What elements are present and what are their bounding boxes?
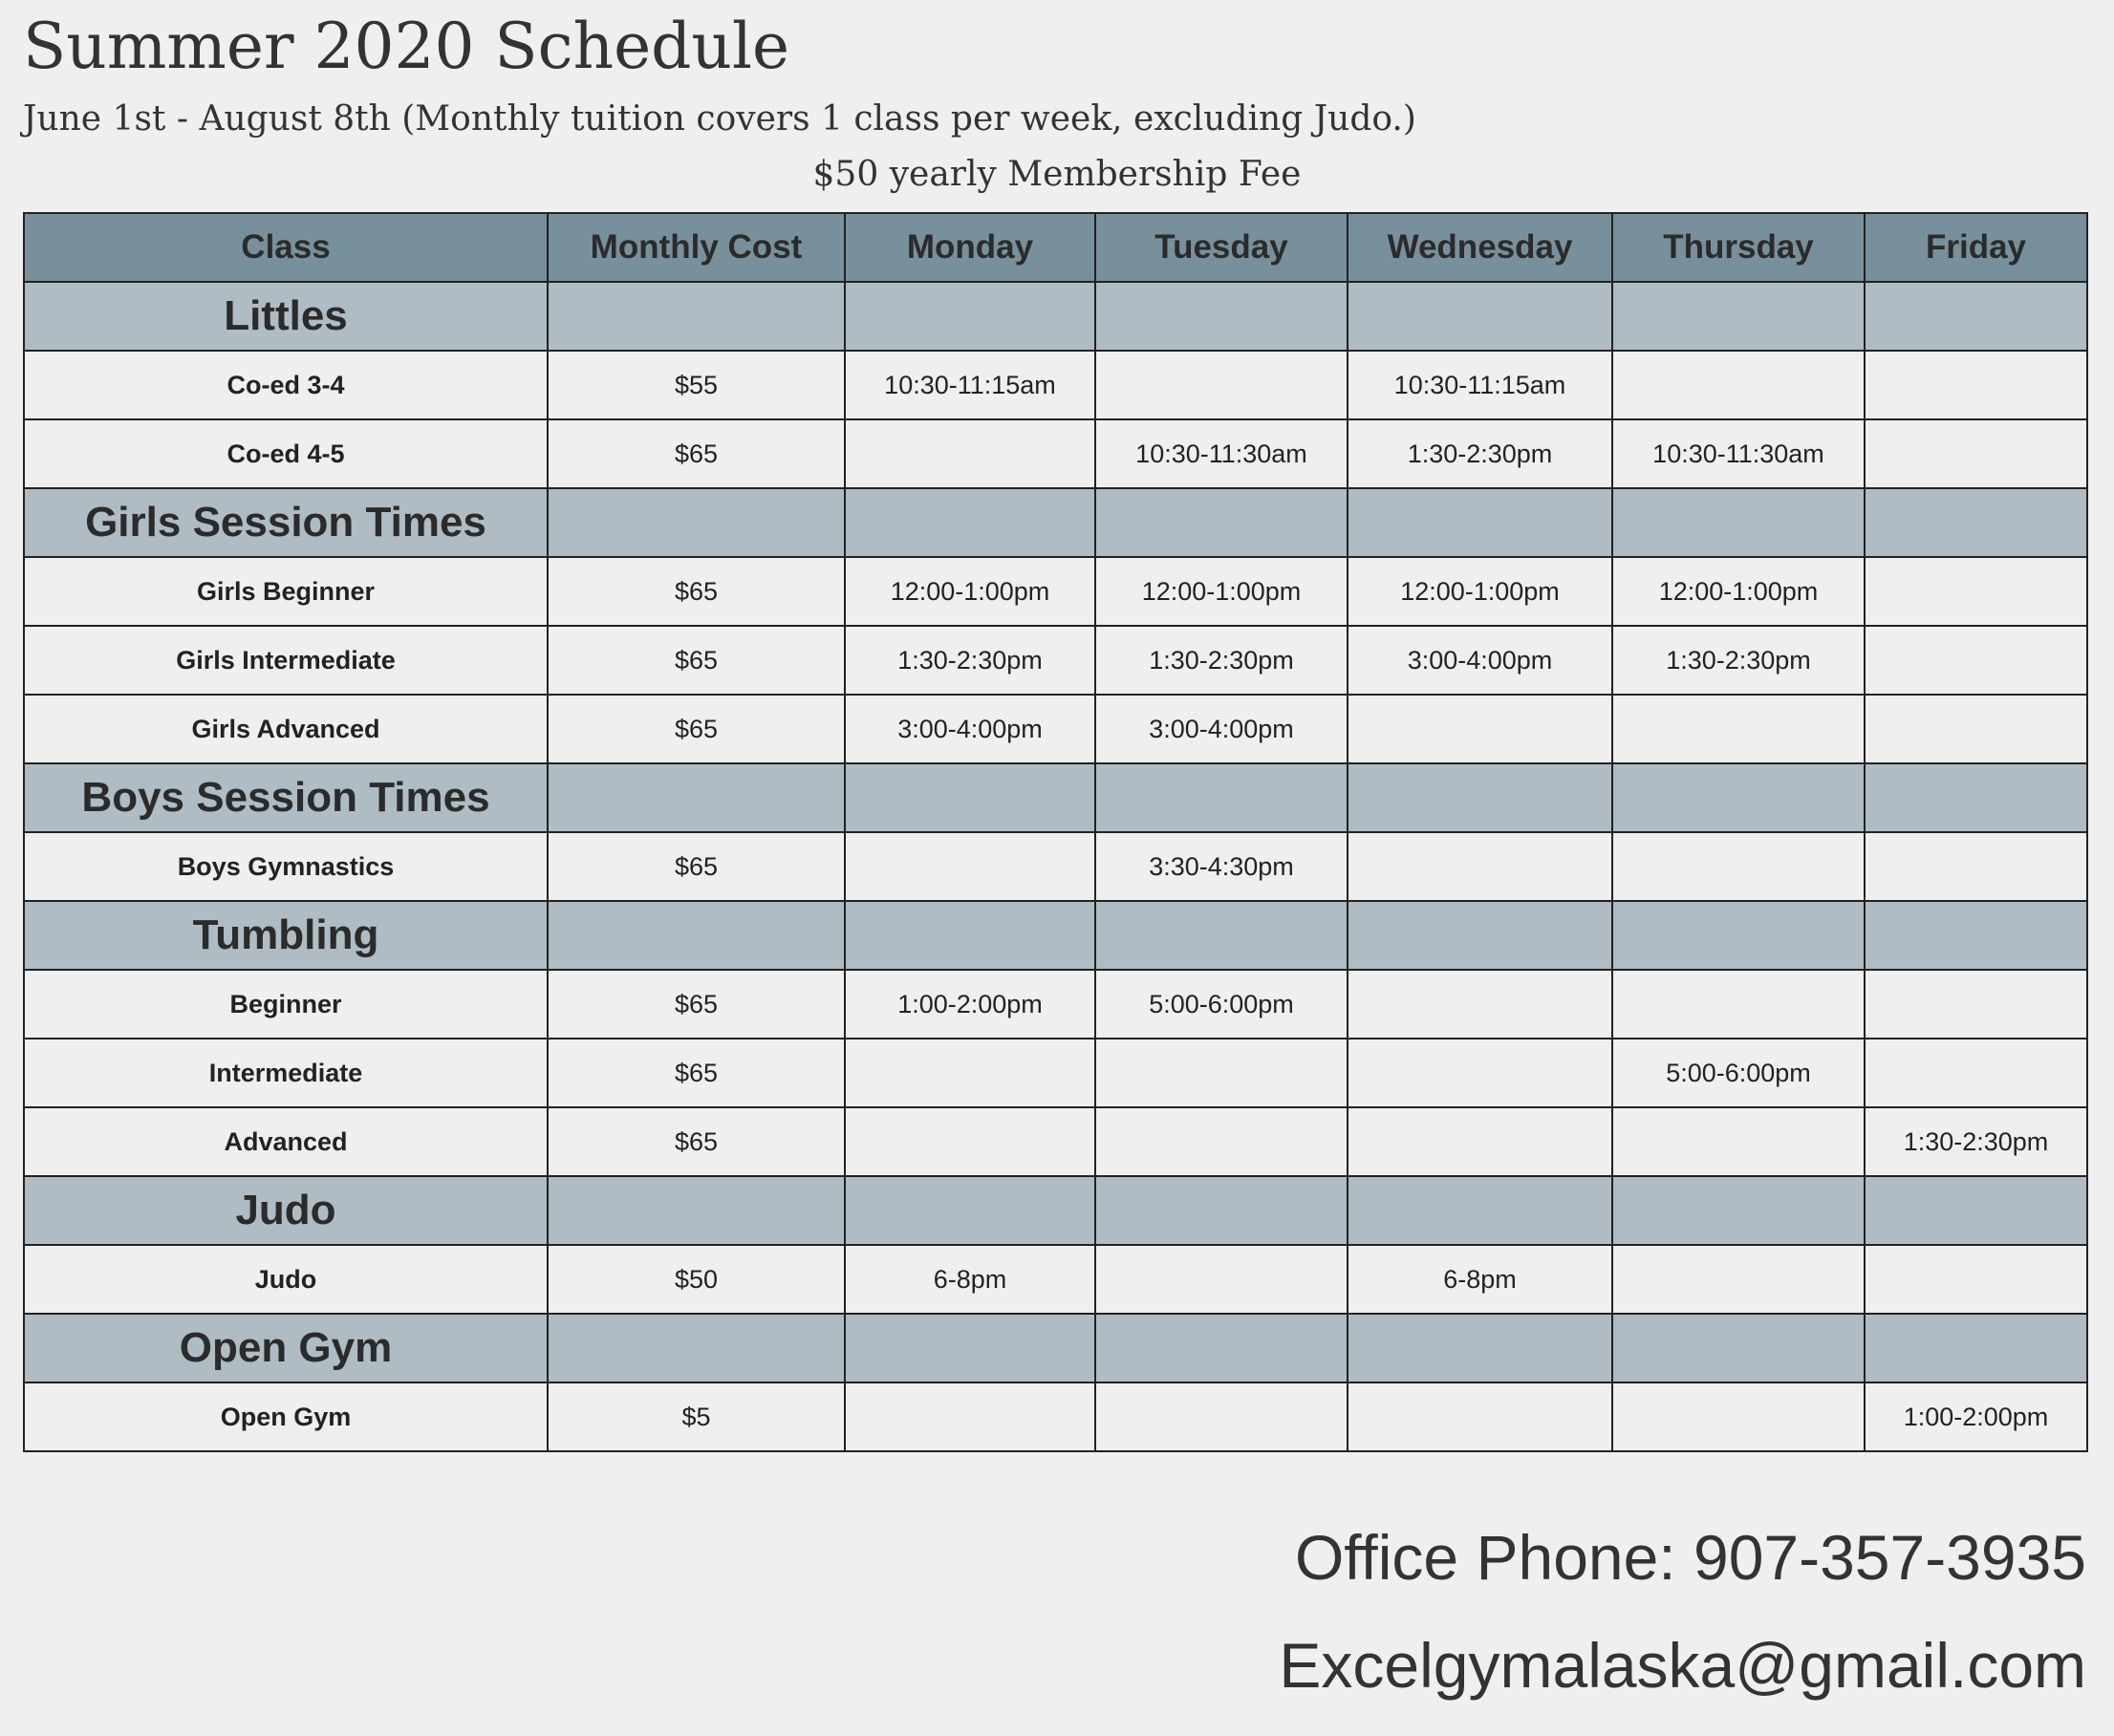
table-row — [24, 970, 2087, 1039]
monday-time: 12:00-1:00pm — [845, 557, 1095, 626]
monday-time: 1:30-2:30pm — [845, 626, 1095, 695]
table-row — [24, 1039, 2087, 1107]
section-row-judo — [24, 1176, 2087, 1245]
monday-time — [845, 1107, 1095, 1176]
column-header-monday: Monday — [845, 213, 1095, 282]
tuesday-time: 1:30-2:30pm — [1095, 626, 1348, 695]
monday-time — [845, 1039, 1095, 1107]
wednesday-time: 6-8pm — [1348, 1245, 1612, 1314]
monthly-cost: $65 — [548, 695, 845, 763]
thursday-time — [1612, 1382, 1865, 1451]
column-header-friday: Friday — [1865, 213, 2087, 282]
class-name: Beginner — [24, 970, 548, 1039]
monday-time — [845, 419, 1095, 488]
membership-fee: $50 yearly Membership Fee — [812, 155, 1302, 194]
thursday-time: 12:00-1:00pm — [1612, 557, 1865, 626]
column-header-tuesday: Tuesday — [1095, 213, 1348, 282]
table-row — [24, 557, 2087, 626]
class-name: Girls Beginner — [24, 557, 548, 626]
table-row — [24, 832, 2087, 901]
monday-time: 3:00-4:00pm — [845, 695, 1095, 763]
tuesday-time — [1095, 1039, 1348, 1107]
section-row-boys — [24, 763, 2087, 832]
wednesday-time — [1348, 1382, 1612, 1451]
section-title: Girls Session Times — [24, 488, 548, 557]
column-header-thursday: Thursday — [1612, 213, 1865, 282]
friday-time — [1865, 557, 2087, 626]
class-name: Intermediate — [24, 1039, 548, 1107]
wednesday-time — [1348, 695, 1612, 763]
schedule-table — [23, 212, 2088, 1452]
friday-time — [1865, 419, 2087, 488]
tuesday-time: 10:30-11:30am — [1095, 419, 1348, 488]
column-header-monthly-cost: Monthly Cost — [548, 213, 845, 282]
table-row — [24, 351, 2087, 419]
friday-time — [1865, 1245, 2087, 1314]
thursday-time — [1612, 970, 1865, 1039]
wednesday-time: 10:30-11:15am — [1348, 351, 1612, 419]
section-title: Boys Session Times — [24, 763, 548, 832]
table-row — [24, 626, 2087, 695]
monthly-cost: $65 — [548, 1039, 845, 1107]
monthly-cost: $50 — [548, 1245, 845, 1314]
office-phone: Office Phone: 907-357-3935 — [1294, 1522, 2086, 1593]
friday-time — [1865, 351, 2087, 419]
wednesday-time — [1348, 1039, 1612, 1107]
wednesday-time — [1348, 970, 1612, 1039]
tuesday-time — [1095, 1107, 1348, 1176]
class-name: Girls Intermediate — [24, 626, 548, 695]
tuesday-time: 3:30-4:30pm — [1095, 832, 1348, 901]
thursday-time: 5:00-6:00pm — [1612, 1039, 1865, 1107]
thursday-time — [1612, 832, 1865, 901]
monthly-cost: $5 — [548, 1382, 845, 1451]
tuesday-time: 12:00-1:00pm — [1095, 557, 1348, 626]
section-title: Open Gym — [24, 1314, 548, 1382]
column-header-class: Class — [24, 213, 548, 282]
section-title: Judo — [24, 1176, 548, 1245]
column-header-wednesday: Wednesday — [1348, 213, 1612, 282]
wednesday-time: 3:00-4:00pm — [1348, 626, 1612, 695]
section-row-littles — [24, 282, 2087, 351]
monday-time — [845, 1382, 1095, 1451]
monthly-cost: $65 — [548, 1107, 845, 1176]
thursday-time — [1612, 1107, 1865, 1176]
section-row-tumbling — [24, 901, 2087, 970]
class-name: Advanced — [24, 1107, 548, 1176]
monthly-cost: $65 — [548, 557, 845, 626]
wednesday-time — [1348, 832, 1612, 901]
class-name: Boys Gymnastics — [24, 832, 548, 901]
monday-time: 6-8pm — [845, 1245, 1095, 1314]
friday-time — [1865, 626, 2087, 695]
monthly-cost: $65 — [548, 419, 845, 488]
thursday-time: 10:30-11:30am — [1612, 419, 1865, 488]
thursday-time — [1612, 695, 1865, 763]
table-row — [24, 1245, 2087, 1314]
section-row-girls — [24, 488, 2087, 557]
page-title: Summer 2020 Schedule — [23, 10, 790, 83]
tuesday-time — [1095, 1382, 1348, 1451]
thursday-time — [1612, 351, 1865, 419]
friday-time — [1865, 970, 2087, 1039]
section-row-open-gym — [24, 1314, 2087, 1382]
monthly-cost: $55 — [548, 351, 845, 419]
class-name: Open Gym — [24, 1382, 548, 1451]
class-name: Co-ed 4-5 — [24, 419, 548, 488]
wednesday-time — [1348, 1107, 1612, 1176]
date-range-note: June 1st - August 8th (Monthly tuition covers 1 class per week, excluding Judo.) — [23, 99, 1416, 139]
table-row — [24, 1107, 2087, 1176]
contact-email[interactable]: Excelgymalaska@gmail.com — [1279, 1630, 2086, 1701]
monday-time: 1:00-2:00pm — [845, 970, 1095, 1039]
tuesday-time: 3:00-4:00pm — [1095, 695, 1348, 763]
monthly-cost: $65 — [548, 626, 845, 695]
thursday-time — [1612, 1245, 1865, 1314]
tuesday-time — [1095, 351, 1348, 419]
monthly-cost: $65 — [548, 970, 845, 1039]
thursday-time: 1:30-2:30pm — [1612, 626, 1865, 695]
table-row — [24, 419, 2087, 488]
table-header-row — [24, 213, 2087, 282]
friday-time — [1865, 1039, 2087, 1107]
wednesday-time: 1:30-2:30pm — [1348, 419, 1612, 488]
table-row — [24, 695, 2087, 763]
friday-time: 1:00-2:00pm — [1865, 1382, 2087, 1451]
section-title: Tumbling — [24, 901, 548, 970]
tuesday-time: 5:00-6:00pm — [1095, 970, 1348, 1039]
class-name: Girls Advanced — [24, 695, 548, 763]
wednesday-time: 12:00-1:00pm — [1348, 557, 1612, 626]
section-title: Littles — [24, 282, 548, 351]
table-row — [24, 1382, 2087, 1451]
class-name: Co-ed 3-4 — [24, 351, 548, 419]
friday-time — [1865, 832, 2087, 901]
friday-time — [1865, 695, 2087, 763]
class-name: Judo — [24, 1245, 548, 1314]
tuesday-time — [1095, 1245, 1348, 1314]
friday-time: 1:30-2:30pm — [1865, 1107, 2087, 1176]
monday-time: 10:30-11:15am — [845, 351, 1095, 419]
monday-time — [845, 832, 1095, 901]
monthly-cost: $65 — [548, 832, 845, 901]
